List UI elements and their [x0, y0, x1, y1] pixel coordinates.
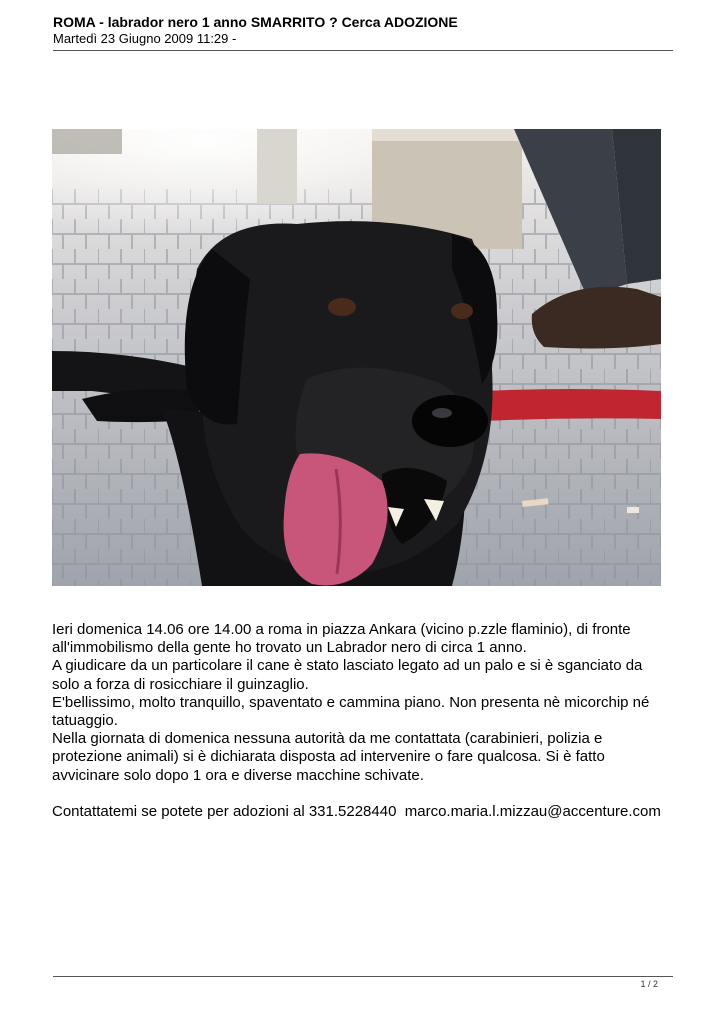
paragraph-spacer	[52, 785, 672, 803]
footer-divider	[53, 976, 673, 977]
contact-line: Contattatemi se potete per adozioni al 331.5228440 marco.maria.l.mizzau@accenture.com	[52, 802, 661, 820]
article-title: ROMA - labrador nero 1 anno SMARRITO ? Cerca ADOZIONE	[53, 14, 458, 30]
dog-photo-image	[52, 129, 661, 586]
paragraph-leash: A giudicare da un particolare il cane è stato lasciato legato ad un palo e si è sganciato da solo a forza di rosicchiare il guinzaglio.	[52, 657, 643, 693]
page-number: 1 / 2	[640, 979, 658, 989]
paragraph-description: E'bellissimo, molto tranquillo, spaventato e cammina piano. Non presenta nè micorchip né tatuaggio.	[52, 693, 650, 730]
article-header	[53, 14, 673, 47]
article-date: Martedì 23 Giugno 2009 11:29 -	[53, 31, 237, 46]
article-body	[52, 621, 672, 821]
paragraph-authorities: Nella giornata di domenica nessuna autorità da me contattata (carabinieri, polizia e protezione animali) si è dichiarata disposta ad intervenire o fare qualcosa. Si è fatto avvicinare solo dopo 1 ora e diverse macchine schivate.	[52, 730, 605, 784]
header-divider	[53, 50, 673, 51]
dog-photo	[52, 129, 661, 586]
paragraph-found: Ieri domenica 14.06 ore 14.00 a roma in piazza Ankara (vicino p.zzle flaminio), di fronte all'immobilismo della gente ho trovato un Labrador nero di circa 1 anno.	[52, 621, 631, 657]
